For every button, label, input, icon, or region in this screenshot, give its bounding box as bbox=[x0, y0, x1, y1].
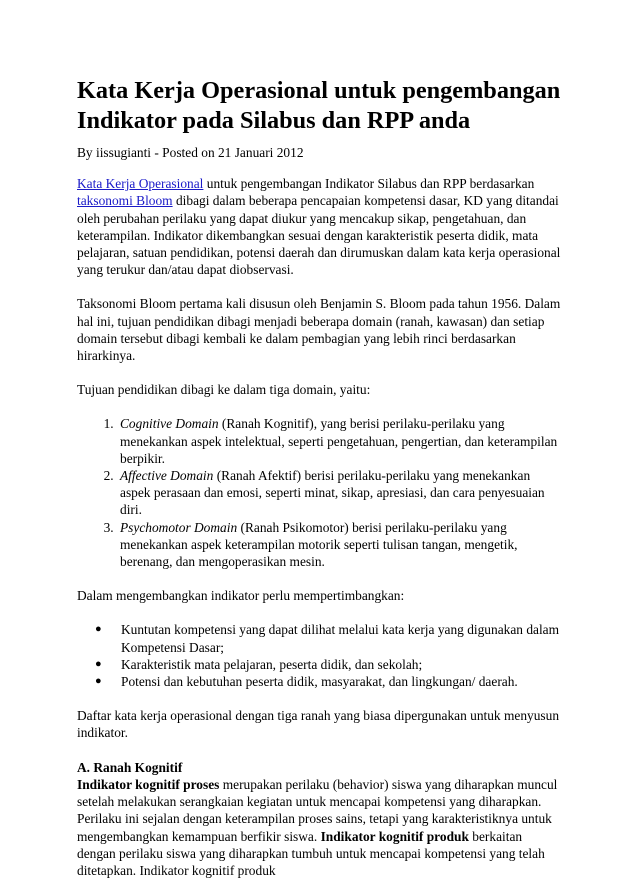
section-a-bold-1: Indikator kognitif proses bbox=[77, 776, 220, 792]
section-a-text-2: berkaitan dengan perilaku siswa yang diharapkan tumbuh untuk mencapai kompetensi yang telah ditetapkan. Indikator kognitif produk bbox=[77, 828, 545, 878]
link-kata-kerja-operasional[interactable]: Kata Kerja Operasional bbox=[77, 176, 204, 192]
list-item bbox=[117, 467, 563, 519]
domain-text: (Ranah Kognitif), yang berisi perilaku-perilaku yang menekankan aspek intelektual, seperti pengetahuan, pengertian, dan keterampilan berpikir. bbox=[120, 416, 558, 466]
document-content bbox=[77, 76, 563, 879]
list-item bbox=[95, 656, 563, 673]
section-a-bold-2: Indikator kognitif produk bbox=[320, 828, 469, 844]
intro-paragraph bbox=[77, 175, 563, 278]
bullet-icon: ● bbox=[95, 623, 102, 636]
paragraph-domains-intro: Tujuan pendidikan dibagi ke dalam tiga domain, yaitu: bbox=[77, 382, 371, 398]
consideration-text: Karakteristik mata pelajaran, peserta didik, dan sekolah; bbox=[121, 656, 423, 672]
link-taksonomi-bloom[interactable]: taksonomi Bloom bbox=[77, 193, 173, 209]
domain-text: (Ranah Afektif) berisi perilaku-perilaku yang menekankan aspek perasaan dan emosi, seperti minat, sikap, apresiasi, dan cara penyesuaian diri. bbox=[120, 468, 545, 518]
domain-name: Cognitive Domain bbox=[120, 416, 219, 432]
list-item bbox=[117, 519, 563, 571]
intro-text-2: dibagi dalam beberapa pencapaian kompetensi dasar, KD yang ditandai oleh perubahan perilaku yang dapat diukur yang mencakup sikap, pengetahuan, dan keterampilan. Indikator dikembangkan sesuai dengan karakteristik peserta didik, mata pelajaran, satuan pendidikan, potensi daerah dan dirumuskan dalam kata kerja operasional yang terukur dan/atau dapat diobservasi. bbox=[77, 193, 561, 278]
consideration-text: Potensi dan kebutuhan peserta didik, masyarakat, dan lingkungan/ daerah. bbox=[121, 674, 518, 690]
domain-name: Affective Domain bbox=[120, 468, 214, 484]
byline: By iissugianti - Posted on 21 Januari 2012 bbox=[77, 145, 304, 160]
bullet-icon: ● bbox=[95, 657, 102, 670]
section-a-text-1: merupakan perilaku (behavior) siswa yang diharapkan muncul setelah melakukan serangkaian kegiatan untuk mencapai kompetensi yang diharapkan. Perilaku ini sejalan dengan keterampilan proses sains, tetapi yang karakteristiknya untuk mengembangkan kemampuan berfikir siswa. bbox=[77, 776, 558, 844]
paragraph-bloom-history: Taksonomi Bloom pertama kali disusun oleh Benjamin S. Bloom pada tahun 1956. Dalam hal ini, tujuan pendidikan dibagi menjadi beberapa domain (ranah, kawasan) dan setiap domain tersebut dibagi kembali ke dalam pembagian yang lebih rinci berdasarkan hirarkinya. bbox=[77, 296, 561, 364]
page-title: Kata Kerja Operasional untuk pengembangan Indikator pada Silabus dan RPP anda bbox=[77, 77, 561, 134]
intro-text-1: untuk pengembangan Indikator Silabus dan RPP berdasarkan bbox=[203, 176, 535, 192]
paragraph-considerations-intro: Dalam mengembangkan indikator perlu mempertimbangkan: bbox=[77, 588, 405, 604]
domain-text: (Ranah Psikomotor) berisi perilaku-perilaku yang menekankan aspek keterampilan motorik seperti tulisan tangan, mengetik, berenang, dan mengoperasikan mesin. bbox=[120, 519, 518, 570]
section-a-title: A. Ranah Kognitif bbox=[77, 759, 183, 775]
list-item bbox=[117, 415, 563, 467]
paragraph-verb-list-intro: Daftar kata kerja operasional dengan tiga ranah yang biasa dipergunakan untuk menyusun indikator. bbox=[77, 708, 560, 741]
consideration-text: Kuntutan kompetensi yang dapat dilihat melalui kata kerja yang digunakan dalam Kompetensi Dasar; bbox=[121, 622, 560, 655]
bullet-icon: ● bbox=[95, 675, 102, 688]
list-item bbox=[95, 673, 563, 690]
domain-list bbox=[77, 415, 563, 570]
considerations-list bbox=[77, 621, 563, 690]
domain-name: Psychomotor Domain bbox=[120, 519, 238, 535]
section-a-body bbox=[77, 776, 563, 879]
list-item bbox=[95, 621, 563, 655]
